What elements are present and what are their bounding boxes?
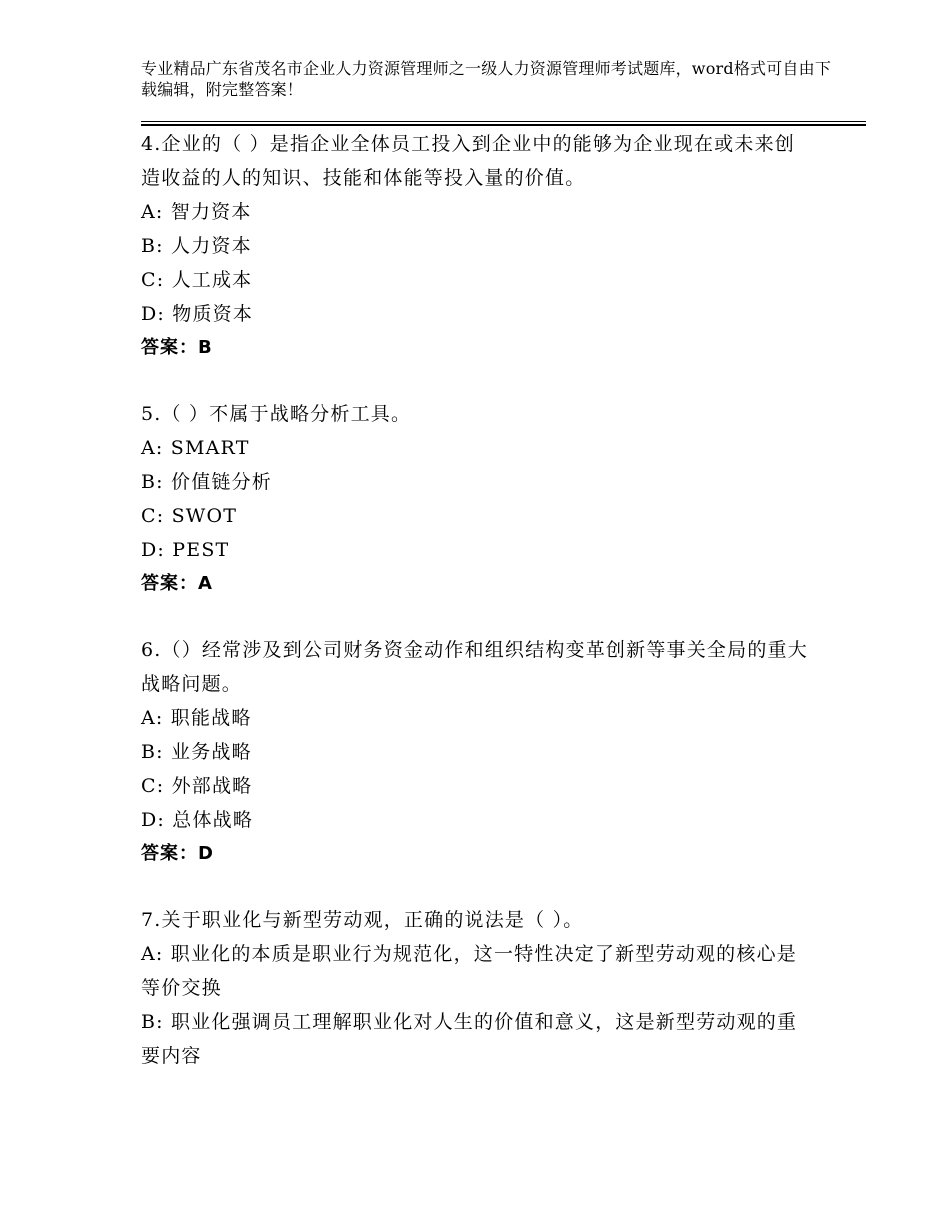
option-d: D: 总体战略 xyxy=(141,809,254,831)
question-stem: 5.（ ）不属于战略分析工具。 xyxy=(141,403,412,425)
header-rule-thin xyxy=(141,121,866,122)
option-a: A: 职能战略 xyxy=(141,707,252,729)
question-5 xyxy=(141,397,811,601)
option-a: A: SMART xyxy=(141,437,250,459)
option-a: A: 职业化的本质是职业行为规范化，这一特性决定了新型劳动观的核心是等价交换 xyxy=(141,943,797,999)
option-b: B: 人力资本 xyxy=(141,235,252,257)
option-c: C: 外部战略 xyxy=(141,775,253,797)
option-a: A: 智力资本 xyxy=(141,201,252,223)
option-b: B: 价值链分析 xyxy=(141,471,273,493)
question-stem: 6.（）经常涉及到公司财务资金动作和组织结构变革创新等事关全局的重大战略问题。 xyxy=(141,639,808,695)
question-4 xyxy=(141,127,811,365)
question-6 xyxy=(141,633,811,871)
option-b: B: 业务战略 xyxy=(141,741,252,763)
answer-label: 答案：A xyxy=(141,573,213,594)
option-d: D: PEST xyxy=(141,539,230,561)
question-stem: 7.关于职业化与新型劳动观，正确的说法是（ ）。 xyxy=(141,909,584,931)
question-list xyxy=(141,127,811,1105)
answer-label: 答案：B xyxy=(141,337,213,358)
option-b: B: 职业化强调员工理解职业化对人生的价值和意义，这是新型劳动观的重要内容 xyxy=(141,1011,798,1067)
option-c: C: SWOT xyxy=(141,505,238,527)
document-header: 专业精品广东省茂名市企业人力资源管理师之一级人力资源管理师考试题库，word格式可自由下载编辑，附完整答案！ xyxy=(141,59,832,99)
header-rule-thick xyxy=(141,124,866,126)
option-c: C: 人工成本 xyxy=(141,269,253,291)
answer-label: 答案：D xyxy=(141,843,214,864)
option-d: D: 物质资本 xyxy=(141,303,254,325)
question-stem: 4.企业的（ ）是指企业全体员工投入到企业中的能够为企业现在或未来创造收益的人的知识、技能和体能等投入量的价值。 xyxy=(141,133,795,189)
question-7 xyxy=(141,903,811,1073)
